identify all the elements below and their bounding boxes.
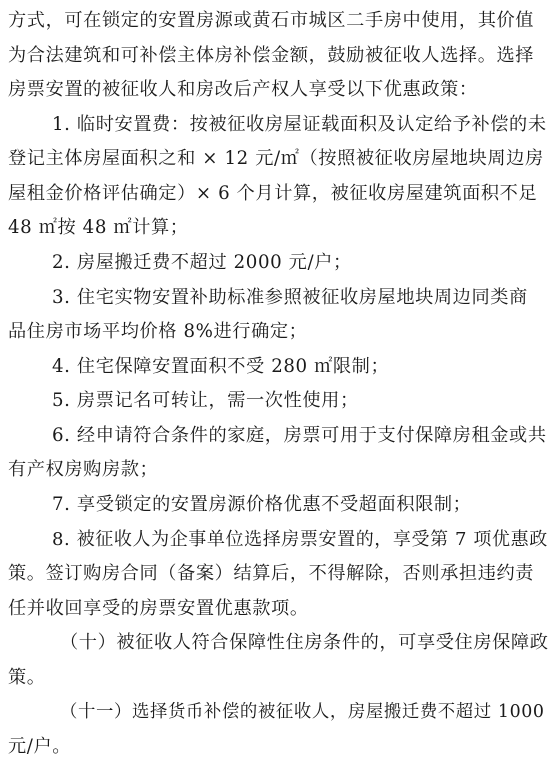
text-line-19: （十）被征收人符合保障性住房条件的，可享受住房保障政 — [60, 632, 549, 654]
text-line-9: 3. 住宅实物安置补助标准参照被征收房屋地块周边同类商 — [52, 286, 528, 308]
text-line-8: 2. 房屋搬迁费不超过 2000 元/户； — [52, 252, 352, 273]
text-line-11: 4. 住宅保障安置面积不受 280 ㎡限制； — [52, 355, 390, 377]
text-line-16: 8. 被征收人为企事单位选择房票安置的，享受第 7 项优惠政 — [52, 528, 548, 550]
text-line-5: 登记主体房屋面积之和 × 12 元/㎡（按照被征收房屋地块周边房 — [8, 148, 544, 170]
text-line-2: 为合法建筑和可补偿主体房补偿金额，鼓励被征收人选择。选择 — [8, 44, 535, 66]
text-line-18: 任并收回享受的房票安置优惠款项。 — [8, 597, 309, 619]
text-line-22: 元/户。 — [8, 736, 72, 757]
text-line-3: 房票安置的被征收人和房改后产权人享受以下优惠政策： — [8, 79, 478, 101]
text-line-13: 6. 经申请符合条件的家庭，房票可用于支付保障房租金或共 — [52, 424, 547, 446]
text-line-7: 48 ㎡按 48 ㎡计算； — [8, 217, 189, 239]
text-line-1: 方式，可在锁定的安置房源或黄石市城区二手房中使用，其价值 — [8, 10, 535, 31]
text-line-21: （十一）选择货币补偿的被征收人，房屋搬迁费不超过 1000 — [60, 702, 545, 723]
text-line-12: 5. 房票记名可转让，需一次性使用； — [52, 390, 359, 412]
text-line-10: 品住房市场平均价格 8%进行确定； — [8, 321, 308, 343]
text-line-4: 1. 临时安置费：按被征收房屋证载面积及认定给予补偿的未 — [52, 113, 547, 135]
text-line-17: 策。签订购房合同（备案）结算后，不得解除，否则承担违约责 — [8, 563, 535, 585]
text-line-6: 屋租金价格评估确定）× 6 个月计算，被征收房屋建筑面积不足 — [8, 182, 538, 204]
text-line-15: 7. 享受锁定的安置房源价格优惠不受超面积限制； — [52, 494, 472, 515]
text-line-14: 有产权房购房款； — [8, 459, 159, 481]
text-line-20: 策。 — [8, 666, 46, 688]
